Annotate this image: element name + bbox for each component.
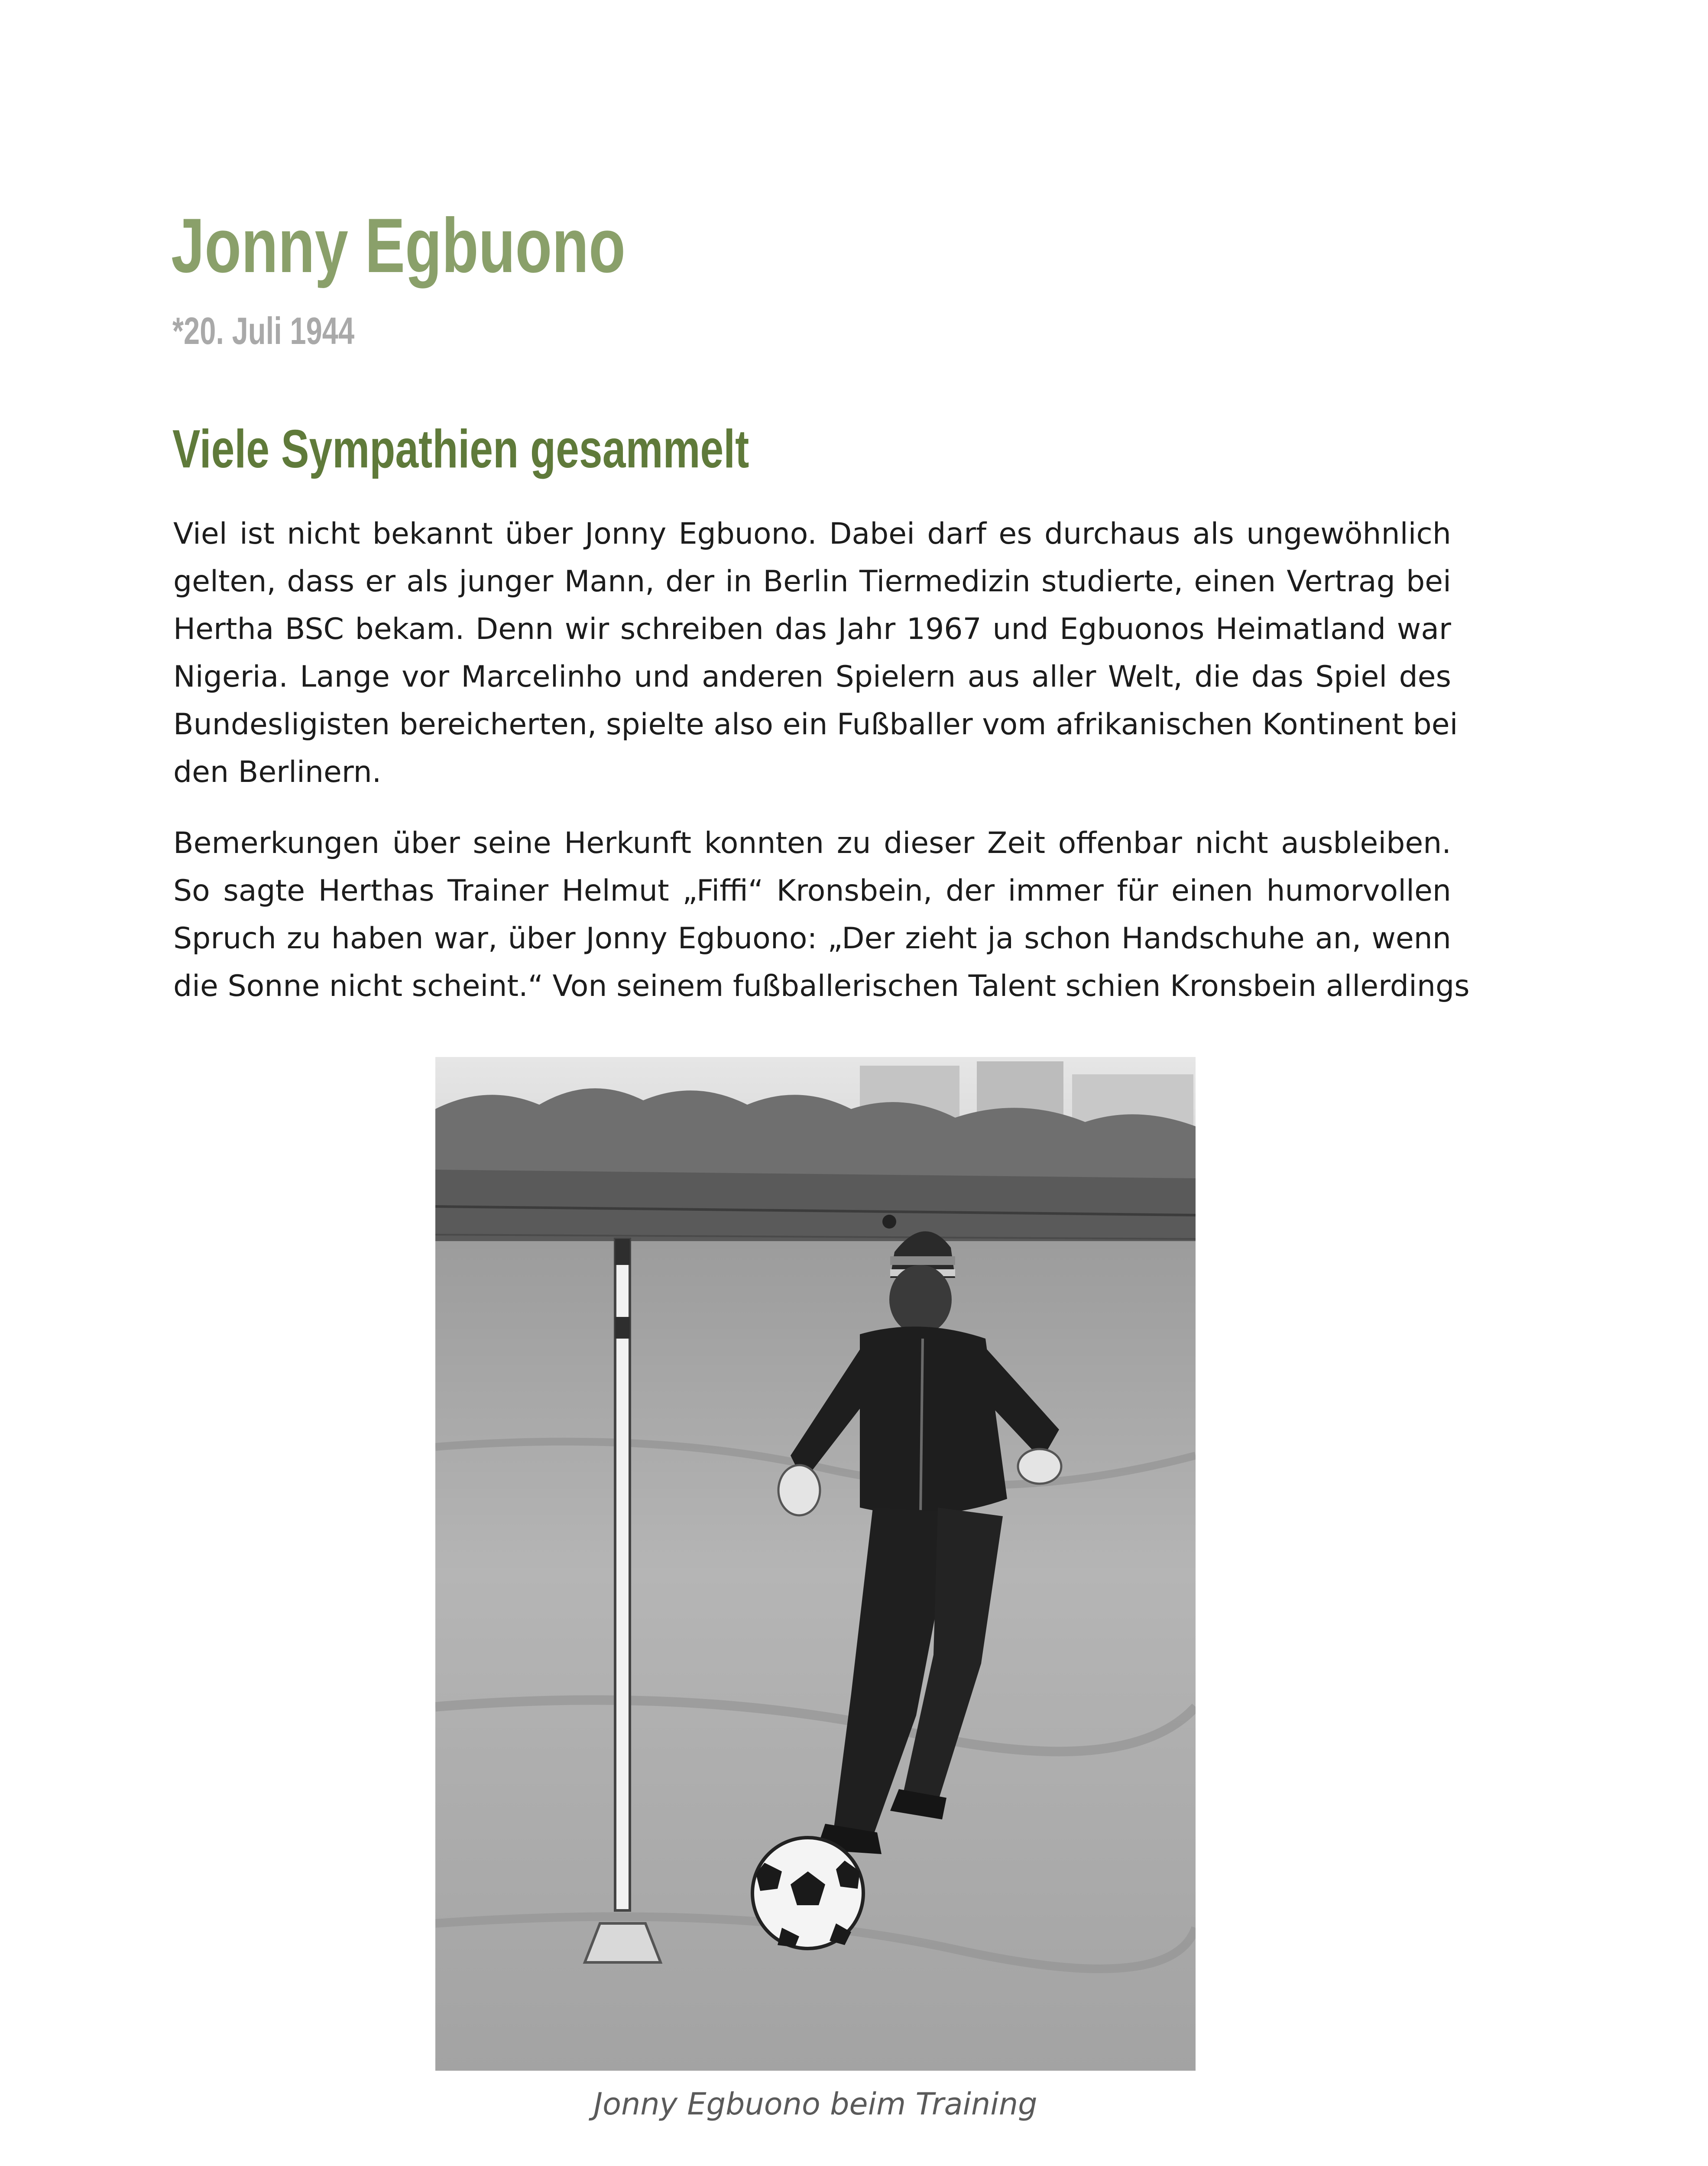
section-heading: Viele Sympathien gesammelt [172, 419, 749, 479]
text-line: Bemerkungen über seine Herkunft konnten zu dieser Zeit offenbar nicht ausbleiben. [173, 826, 1451, 860]
text-line: Hertha BSC bekam. Denn wir schreiben das Jahr 1967 und Egbuonos Heimatland war [173, 612, 1451, 646]
text-line: gelten, dass er als junger Mann, der in Berlin Tiermedizin studierte, einen Vertrag bei [173, 564, 1451, 599]
paragraph-1 [173, 510, 1458, 796]
text-line: So sagte Herthas Trainer Helmut „Fiffi“ Kronsbein, der immer für einen humorvollen [173, 874, 1451, 908]
text-line: die Sonne nicht scheint.“ Von seinem fußballerischen Talent schien Kronsbein allerdings [173, 969, 1470, 1003]
text-line: Nigeria. Lange vor Marcelinho und anderen Spielern aus aller Welt, die das Spiel des [173, 660, 1451, 694]
birth-date: *20. Juli 1944 [172, 309, 355, 352]
paragraph-2 [173, 820, 1470, 1010]
training-photo [435, 1057, 1196, 2071]
text-line: Bundesligisten bereicherten, spielte also ein Fußballer vom afrikanischen Kontinent bei [173, 707, 1458, 742]
figure-caption: Jonny Egbuono beim Training [593, 2086, 1037, 2122]
text-line: den Berlinern. [173, 755, 382, 789]
page-title: Jonny Egbuono [171, 202, 626, 289]
text-line: Spruch zu haben war, über Jonny Egbuono: „Der zieht ja schon Handschuhe an, wenn [173, 921, 1451, 956]
text-line: Viel ist nicht bekannt über Jonny Egbuono. Dabei darf es durchaus als ungewöhnlich [173, 517, 1451, 551]
